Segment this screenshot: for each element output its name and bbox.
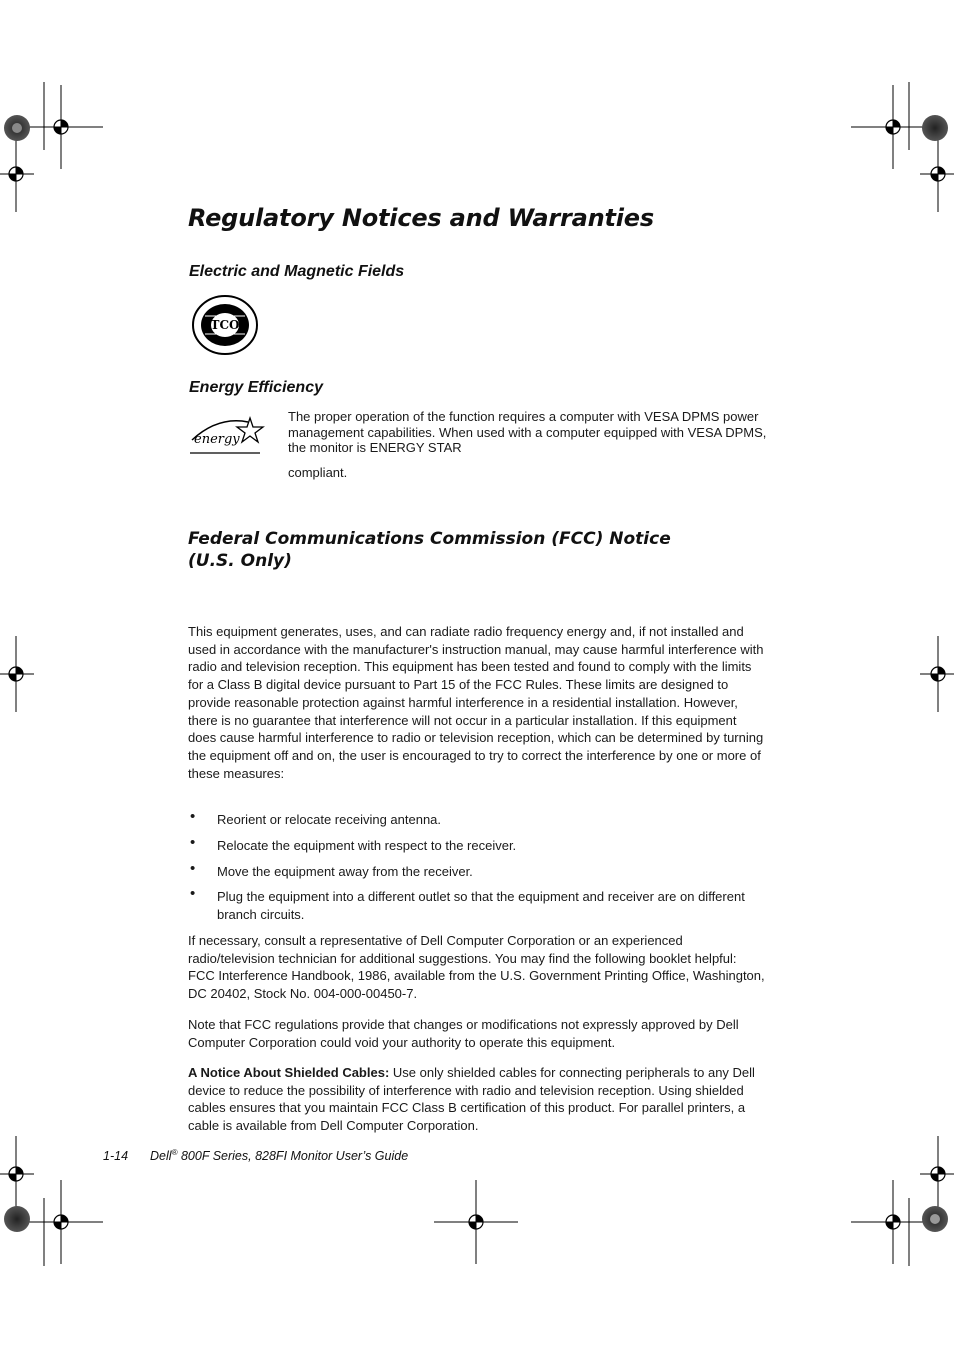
- list-item: • Reorient or relocate receiving antenna.: [190, 808, 442, 827]
- bullet-icon: •: [190, 885, 196, 903]
- fcc-paragraph-3: Note that FCC regulations provide that changes or modifications not expressly approved by Dell Computer Corporation could void your authority to operate this equipment.: [188, 1017, 739, 1050]
- energy-heading: Energy Efficiency: [189, 379, 323, 396]
- energy-paragraph: The proper operation of the function requires a computer with VESA DPMS power management capabilities. When used with a computer equipped with VESA DPMS, the monitor is ENERGY STAR: [288, 409, 767, 455]
- fcc-paragraph-2: If necessary, consult a representative of Dell Computer Corporation or an experienced radio/television technician for additional suggestions. You may find the following booklet helpful: FCC Interference Handbook, 1986, available from the U.S. Government Printing Office, Washington, DC 20402, Stock No. 004-000-00450-7.: [188, 933, 765, 1002]
- footer-guide-title: 800F Series, 828FI Monitor User’s Guide: [177, 1149, 409, 1164]
- shielded-cables-text: Use only shielded cables for connecting peripherals to any Dell device to reduce the possibility of interference with radio and television reception. Using shielded cables ensures that you maintain FCC Class B certification of this product. For parallel printers, a cable is available from Dell Computer Corporation.: [188, 1065, 755, 1134]
- shielded-cables-paragraph: [188, 1064, 766, 1135]
- page-number: 1-14: [103, 1149, 129, 1164]
- list-item: • Relocate the equipment with respect to the receiver.: [190, 834, 517, 853]
- footer-brand: Dell: [150, 1149, 172, 1164]
- page-footer: [103, 1148, 408, 1163]
- fcc-heading: [188, 528, 708, 572]
- energy-star-logo-icon: [188, 412, 266, 456]
- bullet-icon: •: [190, 808, 196, 825]
- energy-logo-text: energy: [194, 432, 240, 447]
- tco-logo-icon: [191, 294, 259, 356]
- page-title: Regulatory Notices and Warranties: [188, 204, 654, 232]
- fcc-heading-line1: Federal Communications Commission (FCC) Notice: [188, 529, 671, 549]
- fcc-measures-list: [188, 808, 763, 924]
- registered-mark: ®: [171, 1148, 178, 1157]
- list-item: • Plug the equipment into a different outlet so that the equipment and receiver are on different branch circuits.: [190, 885, 745, 922]
- shielded-cables-label: A Notice About Shielded Cables:: [188, 1065, 390, 1080]
- emf-heading: Electric and Magnetic Fields: [189, 263, 405, 280]
- fcc-heading-line2: (U.S. Only): [188, 551, 292, 571]
- list-item: • Move the equipment away from the receiver.: [190, 860, 473, 879]
- energy-compliant-text: compliant.: [288, 465, 348, 480]
- bullet-icon: •: [190, 860, 196, 877]
- tco-logo-text: TCO: [210, 318, 240, 332]
- bullet-icon: •: [190, 834, 196, 851]
- fcc-paragraph-1: This equipment generates, uses, and can radiate radio frequency energy and, if not installed and used in accordance with the manufacturer's instruction manual, may cause harmful interference with radio and television reception. This equipment has been tested and found to comply with the limits for a Class B digital device pursuant to Part 15 of the FCC Rules. These limits are designed to provide reasonable protection against harmful interference in a residential installation. However, there is no guarantee that interference will not occur in a particular installation. If this equipment does cause harmful interference to radio or television reception, which can be determined by turning the equipment off and on, the user is encouraged to try to correct the interference by one or more of these measures:: [188, 624, 764, 781]
